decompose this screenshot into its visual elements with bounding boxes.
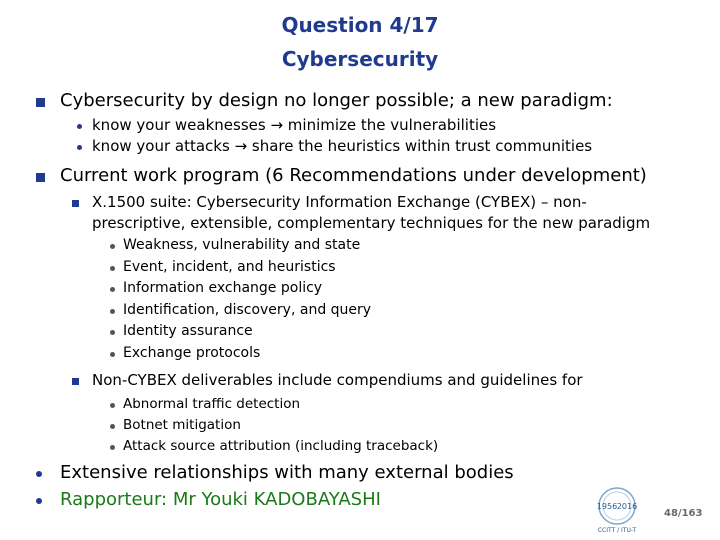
bullet-paradigm: Cybersecurity by design no longer possible; a new paradigm: xyxy=(60,90,613,111)
logo-year-right: 2016 xyxy=(616,502,638,511)
dot-bullet-icon xyxy=(36,471,42,477)
sub-bullet-weaknesses: know your weaknesses → minimize the vulnerabilities xyxy=(92,116,497,134)
dot-bullet-icon xyxy=(110,424,115,429)
cybex-suite-line1: X.1500 suite: Cybersecurity Information Exchange (CYBEX) – non- xyxy=(92,193,587,211)
dot-bullet-icon xyxy=(110,352,115,357)
cybex-suite-line2: prescriptive, extensible, complementary techniques for the new paradigm xyxy=(92,214,651,232)
page-total: 163 xyxy=(681,508,703,519)
cybex-item: Event, incident, and heuristics xyxy=(123,259,336,275)
dot-bullet-icon xyxy=(110,330,115,335)
square-bullet-icon xyxy=(36,173,45,182)
square-bullet-icon xyxy=(72,378,79,385)
page-current: 48 xyxy=(664,508,678,519)
dot-bullet-icon xyxy=(36,498,42,504)
logo-year-left: 1956 xyxy=(596,502,618,511)
cybex-item: Information exchange policy xyxy=(123,280,323,296)
bullet-external-bodies: Extensive relationships with many external bodies xyxy=(60,462,514,483)
dot-bullet-icon xyxy=(77,124,82,129)
anniversary-logo-icon xyxy=(592,486,642,536)
dot-bullet-icon xyxy=(110,309,115,314)
cybex-item: Exchange protocols xyxy=(123,345,261,361)
logo-caption: CCITT / ITU-T xyxy=(597,527,637,534)
square-bullet-icon xyxy=(72,200,79,207)
page-number: 48/163 xyxy=(664,508,703,519)
cybex-item: Weakness, vulnerability and state xyxy=(123,237,361,253)
dot-bullet-icon xyxy=(110,403,115,408)
noncybex-item: Botnet mitigation xyxy=(123,417,241,433)
slide-title-line2: Cybersecurity xyxy=(281,47,439,71)
bullet-work-program: Current work program (6 Recommendations under development) xyxy=(60,165,647,186)
noncybex-item: Abnormal traffic detection xyxy=(123,396,301,412)
square-bullet-icon xyxy=(36,98,45,107)
slide-title-line1: Question 4/17 xyxy=(281,13,439,37)
sub-bullet-attacks: know your attacks → share the heuristics within trust communities xyxy=(92,137,593,155)
cybex-item: Identity assurance xyxy=(123,323,253,339)
dot-bullet-icon xyxy=(77,145,82,150)
dot-bullet-icon xyxy=(110,445,115,450)
noncybex-item: Attack source attribution (including traceback) xyxy=(123,438,439,454)
dot-bullet-icon xyxy=(110,244,115,249)
dot-bullet-icon xyxy=(110,266,115,271)
noncybex-deliverables: Non-CYBEX deliverables include compendiums and guidelines for xyxy=(92,371,583,389)
dot-bullet-icon xyxy=(110,287,115,292)
cybex-item: Identification, discovery, and query xyxy=(123,302,372,318)
bullet-rapporteur: Rapporteur: Mr Youki KADOBAYASHI xyxy=(60,489,381,510)
